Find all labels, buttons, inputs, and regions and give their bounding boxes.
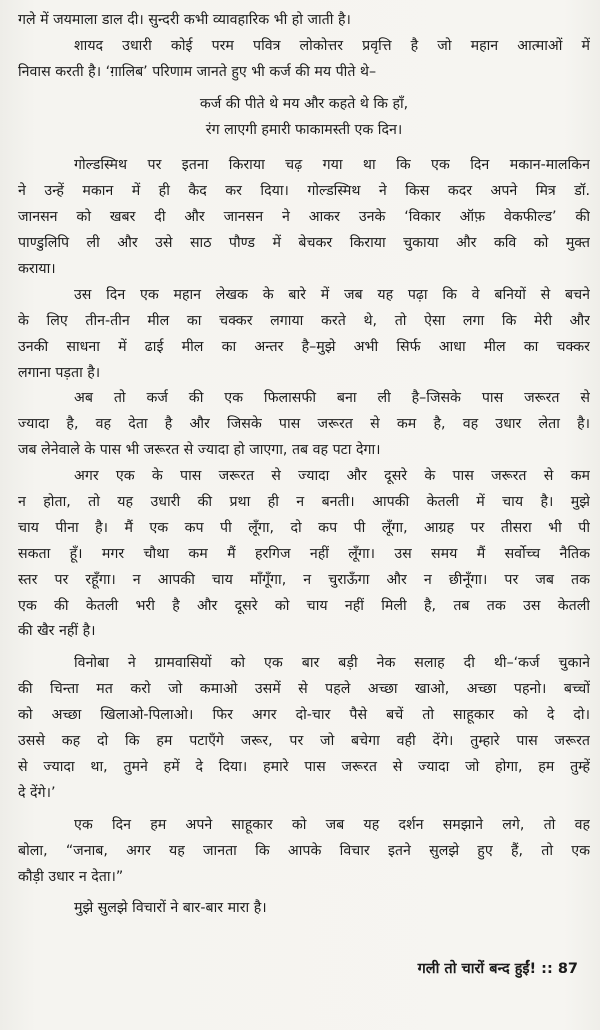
text-line: सकता हूँ। मगर चौथा कम मैं हरगिज नहीं लूँगा। उस समय मैं सर्वोच्च नैतिक	[18, 545, 590, 562]
paragraph	[18, 896, 590, 922]
text-line: की चिन्ता मत करो जो कमाओ उसमें से पहले अच्छा खाओ, अच्छा पहनो। बच्चों	[18, 681, 590, 698]
paragraph	[18, 283, 590, 387]
text-line: लगाना पड़ता है।	[18, 364, 101, 381]
text-line: के लिए तीन-तीन मील का चक्कर लगाया करते थे, तो ऐसा लगा कि मेरी और	[18, 312, 590, 329]
text-line: निवास करती है। ‘ग़ालिब’ परिणाम जानते हुए भी कर्ज की मय पीते थे–	[18, 63, 377, 80]
text-line: की खैर नहीं है।	[18, 623, 96, 640]
text-line: कराया।	[18, 261, 56, 278]
text-line: अगर एक के पास जरूरत से ज्यादा और दूसरे के पास जरूरत से कम	[74, 468, 590, 485]
paragraph	[18, 813, 590, 891]
text-line: मुझे सुलझे विचारों ने बार-बार मारा है।	[74, 900, 267, 917]
verse-line: रंग लाएगी हमारी फाकामस्ती एक दिन।	[205, 121, 403, 138]
page-body	[18, 8, 590, 922]
text-line: न होता, तो यह उधारी की प्रथा ही न बनती। आपकी केतली में चाय है। मुझे	[18, 494, 590, 511]
text-line: अब तो कर्ज की एक फिलासफी बना ली है–जिसके पास जरूरत से	[74, 390, 590, 407]
text-line: गले में जयमाला डाल दी। सुन्दरी कभी व्यावहारिक भी हो जाती है।	[18, 12, 351, 28]
text-line: उनकी साधना में ढाई मील का अन्तर है–मुझे अभी सिर्फ आधा मील का चक्कर	[18, 338, 590, 355]
paragraph	[18, 34, 590, 86]
text-line: दे देंगे।’	[18, 784, 56, 801]
text-line: कौड़ी उधार न देता।”	[18, 868, 124, 885]
verse-line: कर्ज की पीते थे मय और कहते थे कि हाँ,	[199, 95, 409, 112]
text-line: बोला, “जनाब, अगर यह जानता कि आपके विचार इतने सुलझे हुए हैं, तो एक	[18, 842, 590, 859]
text-line: जब लेनेवाले के पास भी जरूरत से ज्यादा हो जाएगा, तब वह पटा देगा।	[18, 442, 381, 459]
paragraph	[18, 8, 590, 34]
paragraph	[18, 651, 590, 806]
paragraph	[18, 464, 590, 645]
running-footer: गली तो चारों बन्द हुईं! :: 87	[417, 961, 578, 977]
paragraph	[18, 153, 590, 282]
verse-couplet	[18, 92, 590, 144]
text-line: शायद उधारी कोई परम पवित्र लोकोत्तर प्रवृत्ति है जो महान आत्माओं में	[74, 37, 590, 54]
text-line: गोल्डस्मिथ पर इतना किराया चढ़ गया था कि एक दिन मकान-मालकिन	[74, 157, 590, 174]
text-line: उस दिन एक महान लेखक के बारे में जब यह पढ़ा कि वे बनियों से बचने	[74, 286, 590, 303]
text-line: स्तर पर रहूँगा। न आपकी चाय माँगूँगा, न चुराऊँगा और न छीनूँगा। पर जब तक	[18, 571, 590, 588]
text-line: ज्यादा है, वह देता है और जिसके पास जरूरत से कम है, वह उधार लेता है।	[18, 416, 590, 433]
text-line: चाय पीना है। मैं एक कप पी लूँगा, दो कप पी लूँगा, आग्रह पर तीसरा भी पी	[18, 519, 590, 536]
text-line: उससे कह दो कि हम पटाएँगे जरूर, पर जो बचेगा वही देंगे। तुम्हारे पास जरूरत	[18, 733, 590, 750]
text-line: एक की केतली भरी है और दूसरे को चाय नहीं मिली है, तब तक उस केतली	[18, 597, 590, 614]
text-line: को अच्छा खिलाओ-पिलाओ। फिर अगर दो-चार पैसे बचें तो साहूकार को दे दो।	[18, 707, 590, 724]
text-line: ने उन्हें मकान में ही कैद कर दिया। गोल्डस्मिथ ने किस कदर अपने मित्र डॉ.	[18, 183, 590, 200]
paragraph	[18, 386, 590, 464]
text-line: विनोबा ने ग्रामवासियों को एक बार बड़ी नेक सलाह दी थी–‘कर्ज चुकाने	[74, 655, 590, 672]
text-line: पाण्डुलिपि ली और उसे साठ पौण्ड में बेचकर किराया चुकाया और कवि को मुक्त	[18, 235, 590, 252]
text-line: से ज्यादा था, तुमने हमें दे दिया। हमारे पास जरूरत से ज्यादा जो होगा, हम तुम्हें	[18, 758, 590, 775]
text-line: जानसन को खबर दी और जानसन ने आकर उनके ‘विकार ऑफ़ वेकफील्ड’ की	[18, 209, 590, 226]
text-line: एक दिन हम अपने साहूकार को जब यह दर्शन समझाने लगे, तो वह	[74, 816, 590, 833]
